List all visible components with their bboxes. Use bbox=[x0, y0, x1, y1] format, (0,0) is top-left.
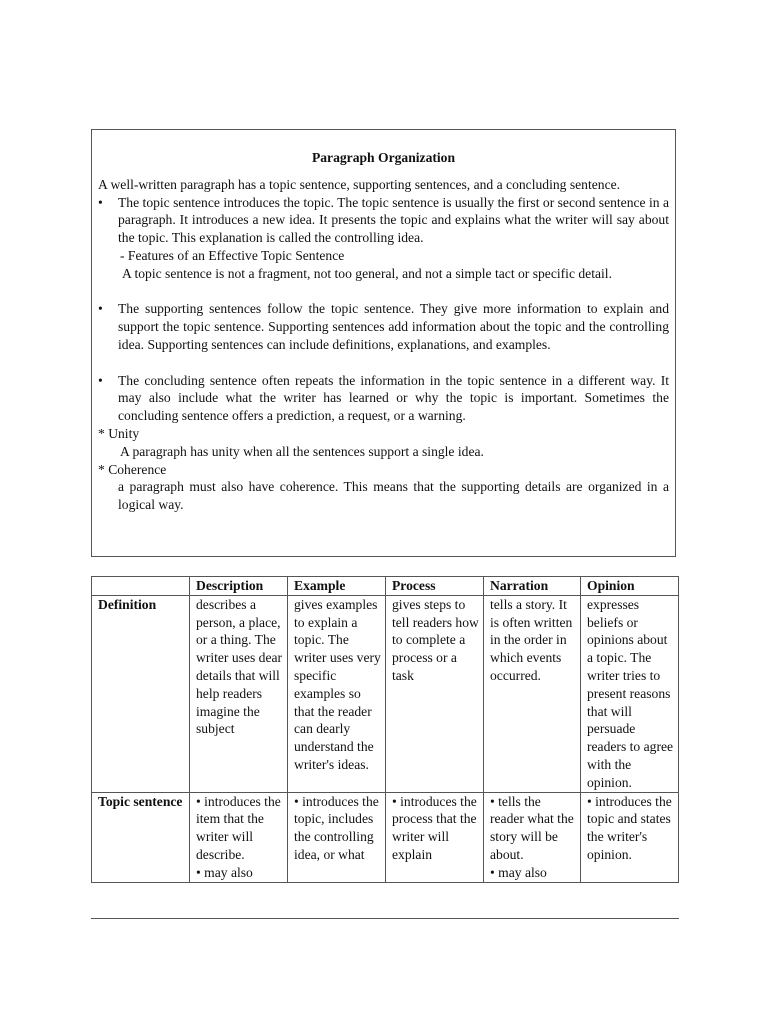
cell-line: • may also bbox=[490, 864, 547, 880]
table-row bbox=[92, 792, 679, 882]
header-cell-description: Description bbox=[190, 577, 288, 596]
features-text: A topic sentence is not a fragment, not too general, and not a simple tact or specific detail. bbox=[122, 265, 612, 281]
header-cell-process: Process bbox=[386, 577, 484, 596]
cell-line: • introduces the process that the writer will explain bbox=[392, 793, 477, 862]
table-cell bbox=[190, 792, 288, 882]
cell-line: • introduces the topic and states the writer's opinion. bbox=[587, 793, 672, 862]
concluding-sentence-text: The concluding sentence often repeats the information in the topic sentence in a different way. It may also include what the writer has learned or why the topic is important. Sometimes the concluding sentence offers a prediction, a request, or a warning. bbox=[118, 372, 669, 424]
table-cell: gives examples to explain a topic. The writer uses very specific examples so that the reader can dearly understand the writer's ideas. bbox=[288, 595, 386, 792]
paragraph-types-table bbox=[91, 576, 679, 883]
supporting-sentences-text: The supporting sentences follow the topic sentence. They give more information to explain and support the topic sentence. Supporting sentences add information about the topic and the controlling idea. Supporting sentences can include definitions, explanations, and examples. bbox=[118, 301, 669, 352]
supporting-sentences-bullet bbox=[98, 300, 669, 353]
table-cell: tells a story. It is often written in the order in which events occurred. bbox=[484, 595, 581, 792]
header-cell-empty bbox=[92, 577, 190, 596]
table-cell bbox=[581, 792, 679, 882]
unity-heading: * Unity bbox=[98, 425, 140, 441]
bullet-symbol: • bbox=[98, 301, 103, 317]
unity-text: A paragraph has unity when all the sentences support a single idea. bbox=[120, 443, 484, 459]
table-cell: describes a person, a place, or a thing. The writer uses dear details that will help readers imagine the subject bbox=[190, 595, 288, 792]
intro-text: A well-written paragraph has a topic sentence, supporting sentences, and a concluding sentence. bbox=[98, 176, 621, 192]
table-header-row bbox=[92, 577, 679, 596]
row-label-topic-sentence: Topic sentence bbox=[92, 792, 190, 882]
header-cell-example: Example bbox=[288, 577, 386, 596]
topic-sentence-text: The topic sentence introduces the topic. The topic sentence is usually the first or second sentence in a paragraph. It introduces a new idea. It presents the topic and explains what the writer will say about the topic. This explanation is called the controlling idea. bbox=[118, 194, 669, 246]
table-cell: expresses beliefs or opinions about a topic. The writer tries to present reasons that will persuade readers to agree with the opinion. bbox=[581, 595, 679, 792]
coherence-text: a paragraph must also have coherence. This means that the supporting details are organized in a logical way. bbox=[118, 479, 669, 513]
table-row bbox=[92, 595, 679, 792]
coherence-heading: * Coherence bbox=[98, 461, 167, 477]
paragraph-organization-box bbox=[91, 129, 676, 557]
table-cell bbox=[386, 792, 484, 882]
cell-line: • tells the reader what the story will be about. bbox=[490, 793, 574, 862]
row-label-definition: Definition bbox=[92, 595, 190, 792]
features-heading: - Features of an Effective Topic Sentence bbox=[120, 247, 345, 263]
table-cell bbox=[288, 792, 386, 882]
table-cell bbox=[484, 792, 581, 882]
bullet-symbol: • bbox=[98, 372, 103, 388]
bullet-symbol: • bbox=[98, 194, 103, 210]
cell-line: • introduces the topic, includes the controlling idea, or what bbox=[294, 793, 379, 862]
cell-line: • may also bbox=[196, 864, 253, 880]
header-cell-opinion: Opinion bbox=[581, 577, 679, 596]
page-bottom-whitespace bbox=[91, 918, 679, 1029]
header-cell-narration: Narration bbox=[484, 577, 581, 596]
concluding-sentence-bullet bbox=[98, 372, 669, 425]
cell-line: • introduces the item that the writer will describe. bbox=[196, 793, 281, 862]
topic-sentence-bullet bbox=[98, 194, 669, 247]
box-title: Paragraph Organization bbox=[311, 150, 456, 165]
table-cell: gives steps to tell readers how to complete a process or a task bbox=[386, 595, 484, 792]
